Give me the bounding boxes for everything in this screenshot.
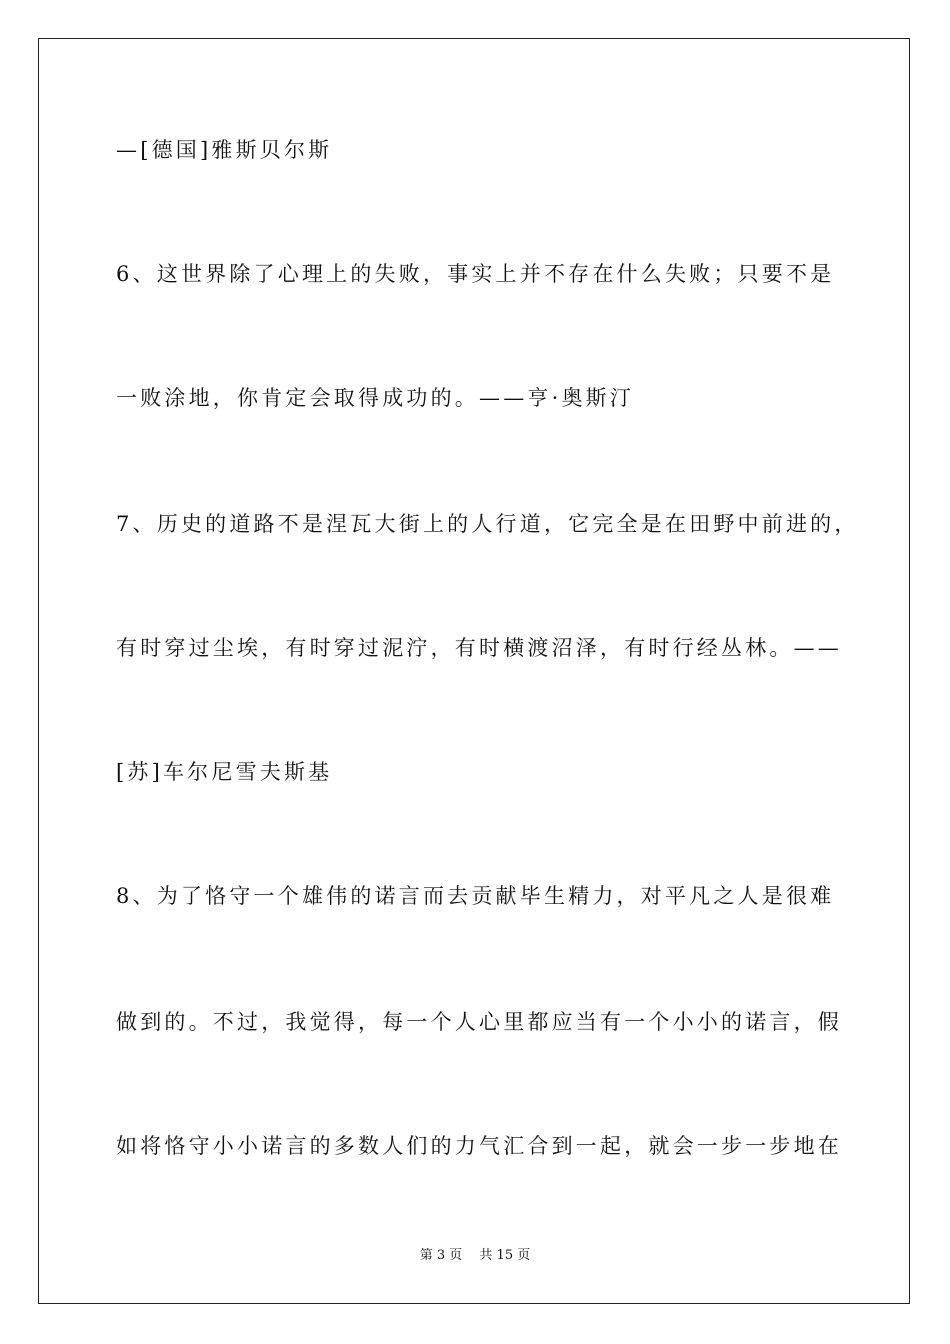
quote-7-line-3: [苏]车尔尼雪夫斯基 (116, 760, 333, 784)
quote-8-line-2: 做到的。不过，我觉得，每一个人心里都应当有一个小小的诺言，假 (116, 1010, 842, 1034)
quote-6-line-1: 6、这世界除了心理上的失败，事实上并不存在什么失败；只要不是 (116, 262, 835, 286)
quote-8-line-3: 如将恪守小小诺言的多数人们的力气汇合到一起，就会一步一步地在 (116, 1134, 842, 1158)
quote-7-line-2: 有时穿过尘埃，有时穿过泥泞，有时横渡沼泽，有时行经丛林。—— (116, 636, 842, 660)
page-number-footer: 第 3 页 共 15 页 (419, 1248, 531, 1263)
attribution-line: —[德国]雅斯贝尔斯 (116, 138, 333, 162)
quote-8-line-1: 8、为了恪守一个雄伟的诺言而去贡献毕生精力，对平凡之人是很难 (116, 884, 835, 908)
page-border (38, 38, 910, 1304)
quote-7-line-1: 7、历史的道路不是涅瓦大街上的人行道，它完全是在田野中前进的， (116, 512, 859, 536)
quote-6-line-2: 一败涂地，你肯定会取得成功的。——亨·奥斯汀 (116, 386, 635, 410)
